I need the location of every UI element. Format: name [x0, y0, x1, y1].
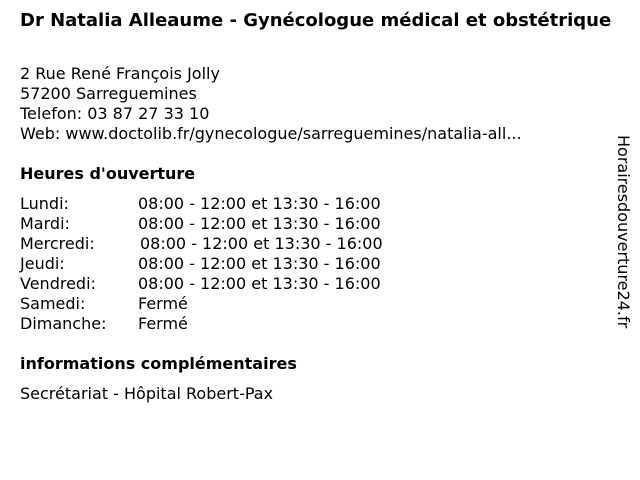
hours-row-wednesday	[20, 234, 383, 254]
additional-info-text: Secrétariat - Hôpital Robert-Pax	[20, 384, 274, 403]
hours-value: 08:00 - 12:00 et 13:30 - 16:00	[140, 234, 383, 253]
hours-row-monday	[20, 194, 383, 214]
hours-value: 08:00 - 12:00 et 13:30 - 16:00	[138, 254, 381, 273]
hours-row-sunday	[20, 314, 383, 334]
hours-value: Fermé	[138, 294, 188, 313]
day-label: Lundi:	[20, 194, 69, 213]
opening-hours-heading: Heures d'ouverture	[20, 164, 196, 183]
day-label: Vendredi:	[20, 274, 96, 293]
hours-row-saturday	[20, 294, 383, 314]
address-block	[20, 64, 600, 144]
hours-row-friday	[20, 274, 383, 294]
site-watermark: Horairesdouverture24.fr	[614, 135, 633, 329]
street-address: 2 Rue René François Jolly	[20, 64, 220, 83]
day-label: Jeudi:	[20, 254, 65, 273]
day-label: Samedi:	[20, 294, 86, 313]
day-label: Mercredi:	[20, 234, 95, 253]
page-title: Dr Natalia Alleaume - Gynécologue médical et obstétrique	[20, 10, 612, 31]
opening-hours-table	[20, 194, 383, 334]
day-label: Dimanche:	[20, 314, 107, 333]
hours-value: Fermé	[138, 314, 188, 333]
hours-value: 08:00 - 12:00 et 13:30 - 16:00	[138, 194, 381, 213]
hours-row-tuesday	[20, 214, 383, 234]
day-label: Mardi:	[20, 214, 70, 233]
website-link[interactable]: Web: www.doctolib.fr/gynecologue/sarreguemines/natalia-all...	[20, 124, 522, 143]
hours-value: 08:00 - 12:00 et 13:30 - 16:00	[138, 274, 381, 293]
city-postal-code: 57200 Sarreguemines	[20, 84, 197, 103]
additional-info-heading: informations complémentaires	[20, 354, 297, 373]
phone-number[interactable]: Telefon: 03 87 27 33 10	[20, 104, 210, 123]
hours-value: 08:00 - 12:00 et 13:30 - 16:00	[138, 214, 381, 233]
hours-row-thursday	[20, 254, 383, 274]
